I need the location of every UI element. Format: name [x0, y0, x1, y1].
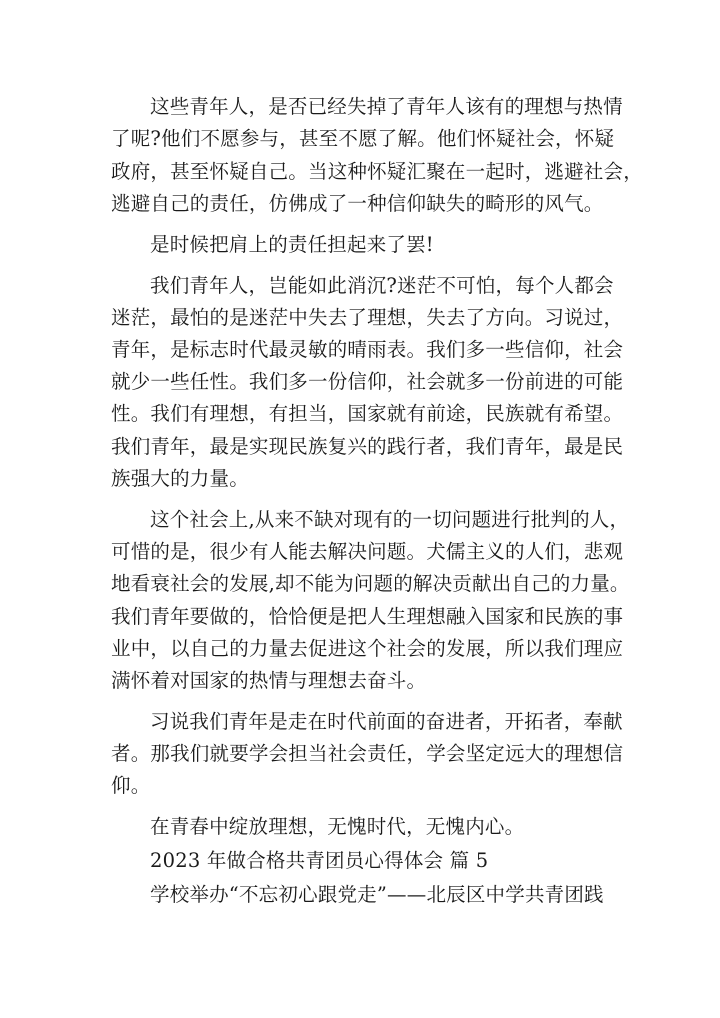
paragraph-3-line-1: 我们青年人，岂能如此消沉?迷茫不可怕，每个人都会	[150, 274, 614, 297]
paragraph-3-line-3: 青年，是标志时代最灵敏的晴雨表。我们多一些信仰，社会	[111, 338, 624, 361]
paragraph-4-line-2: 可惜的是，很少有人能去解决问题。犬儒主义的人们，悲观	[111, 540, 624, 563]
paragraph-6-line-1: 在青春中绽放理想，无愧时代，无愧内心。	[150, 815, 525, 838]
paragraph-3-line-7: 族强大的力量。	[111, 467, 249, 490]
paragraph-1-line-1: 这些青年人，是否已经失掉了青年人该有的理想与热情	[150, 95, 623, 118]
paragraph-3-line-2: 迷茫，最怕的是迷茫中失去了理想，失去了方向。习说过，	[111, 306, 624, 329]
paragraph-1-line-4: 逃避自己的责任，仿佛成了一种信仰缺失的畸形的风气。	[111, 192, 604, 215]
paragraph-4-line-4: 我们青年要做的，恰恰便是把人生理想融入国家和民族的事	[111, 605, 624, 628]
paragraph-5-line-1: 习说我们青年是走在时代前面的奋进者，开拓者，奉献	[150, 710, 623, 733]
paragraph-4-line-1: 这个社会上,从来不缺对现有的一切问题进行批判的人，	[150, 508, 630, 531]
paragraph-1-line-3: 政府，甚至怀疑自己。当这种怀疑汇聚在一起时，逃避社会，	[111, 160, 643, 183]
section-heading: 2023 年做合格共青团员心得体会 篇 5	[150, 849, 489, 872]
paragraph-3-line-5: 性。我们有理想，有担当，国家就有前途，民族就有希望。	[111, 402, 624, 425]
paragraph-7-line-1: 学校举办“不忘初心跟党走”——北辰区中学共青团践	[150, 883, 604, 906]
paragraph-4-line-6: 满怀着对国家的热情与理想去奋斗。	[111, 669, 427, 692]
paragraph-3-line-6: 我们青年，最是实现民族复兴的践行者，我们青年，最是民	[111, 435, 624, 458]
paragraph-2-line-1: 是时候把肩上的责任担起来了罢!	[150, 233, 434, 256]
paragraph-1-line-2: 了呢?他们不愿参与，甚至不愿了解。他们怀疑社会，怀疑	[111, 127, 615, 150]
paragraph-5-line-3: 仰。	[111, 774, 151, 797]
paragraph-5-line-2: 者。那我们就要学会担当社会责任，学会坚定远大的理想信	[111, 742, 624, 765]
paragraph-4-line-5: 业中，以自己的力量去促进这个社会的发展，所以我们理应	[111, 637, 624, 660]
paragraph-4-line-3: 地看衰社会的发展,却不能为问题的解决贡献出自己的力量。	[111, 572, 630, 595]
paragraph-3-line-4: 就少一些任性。我们多一份信仰，社会就多一份前进的可能	[111, 370, 624, 393]
